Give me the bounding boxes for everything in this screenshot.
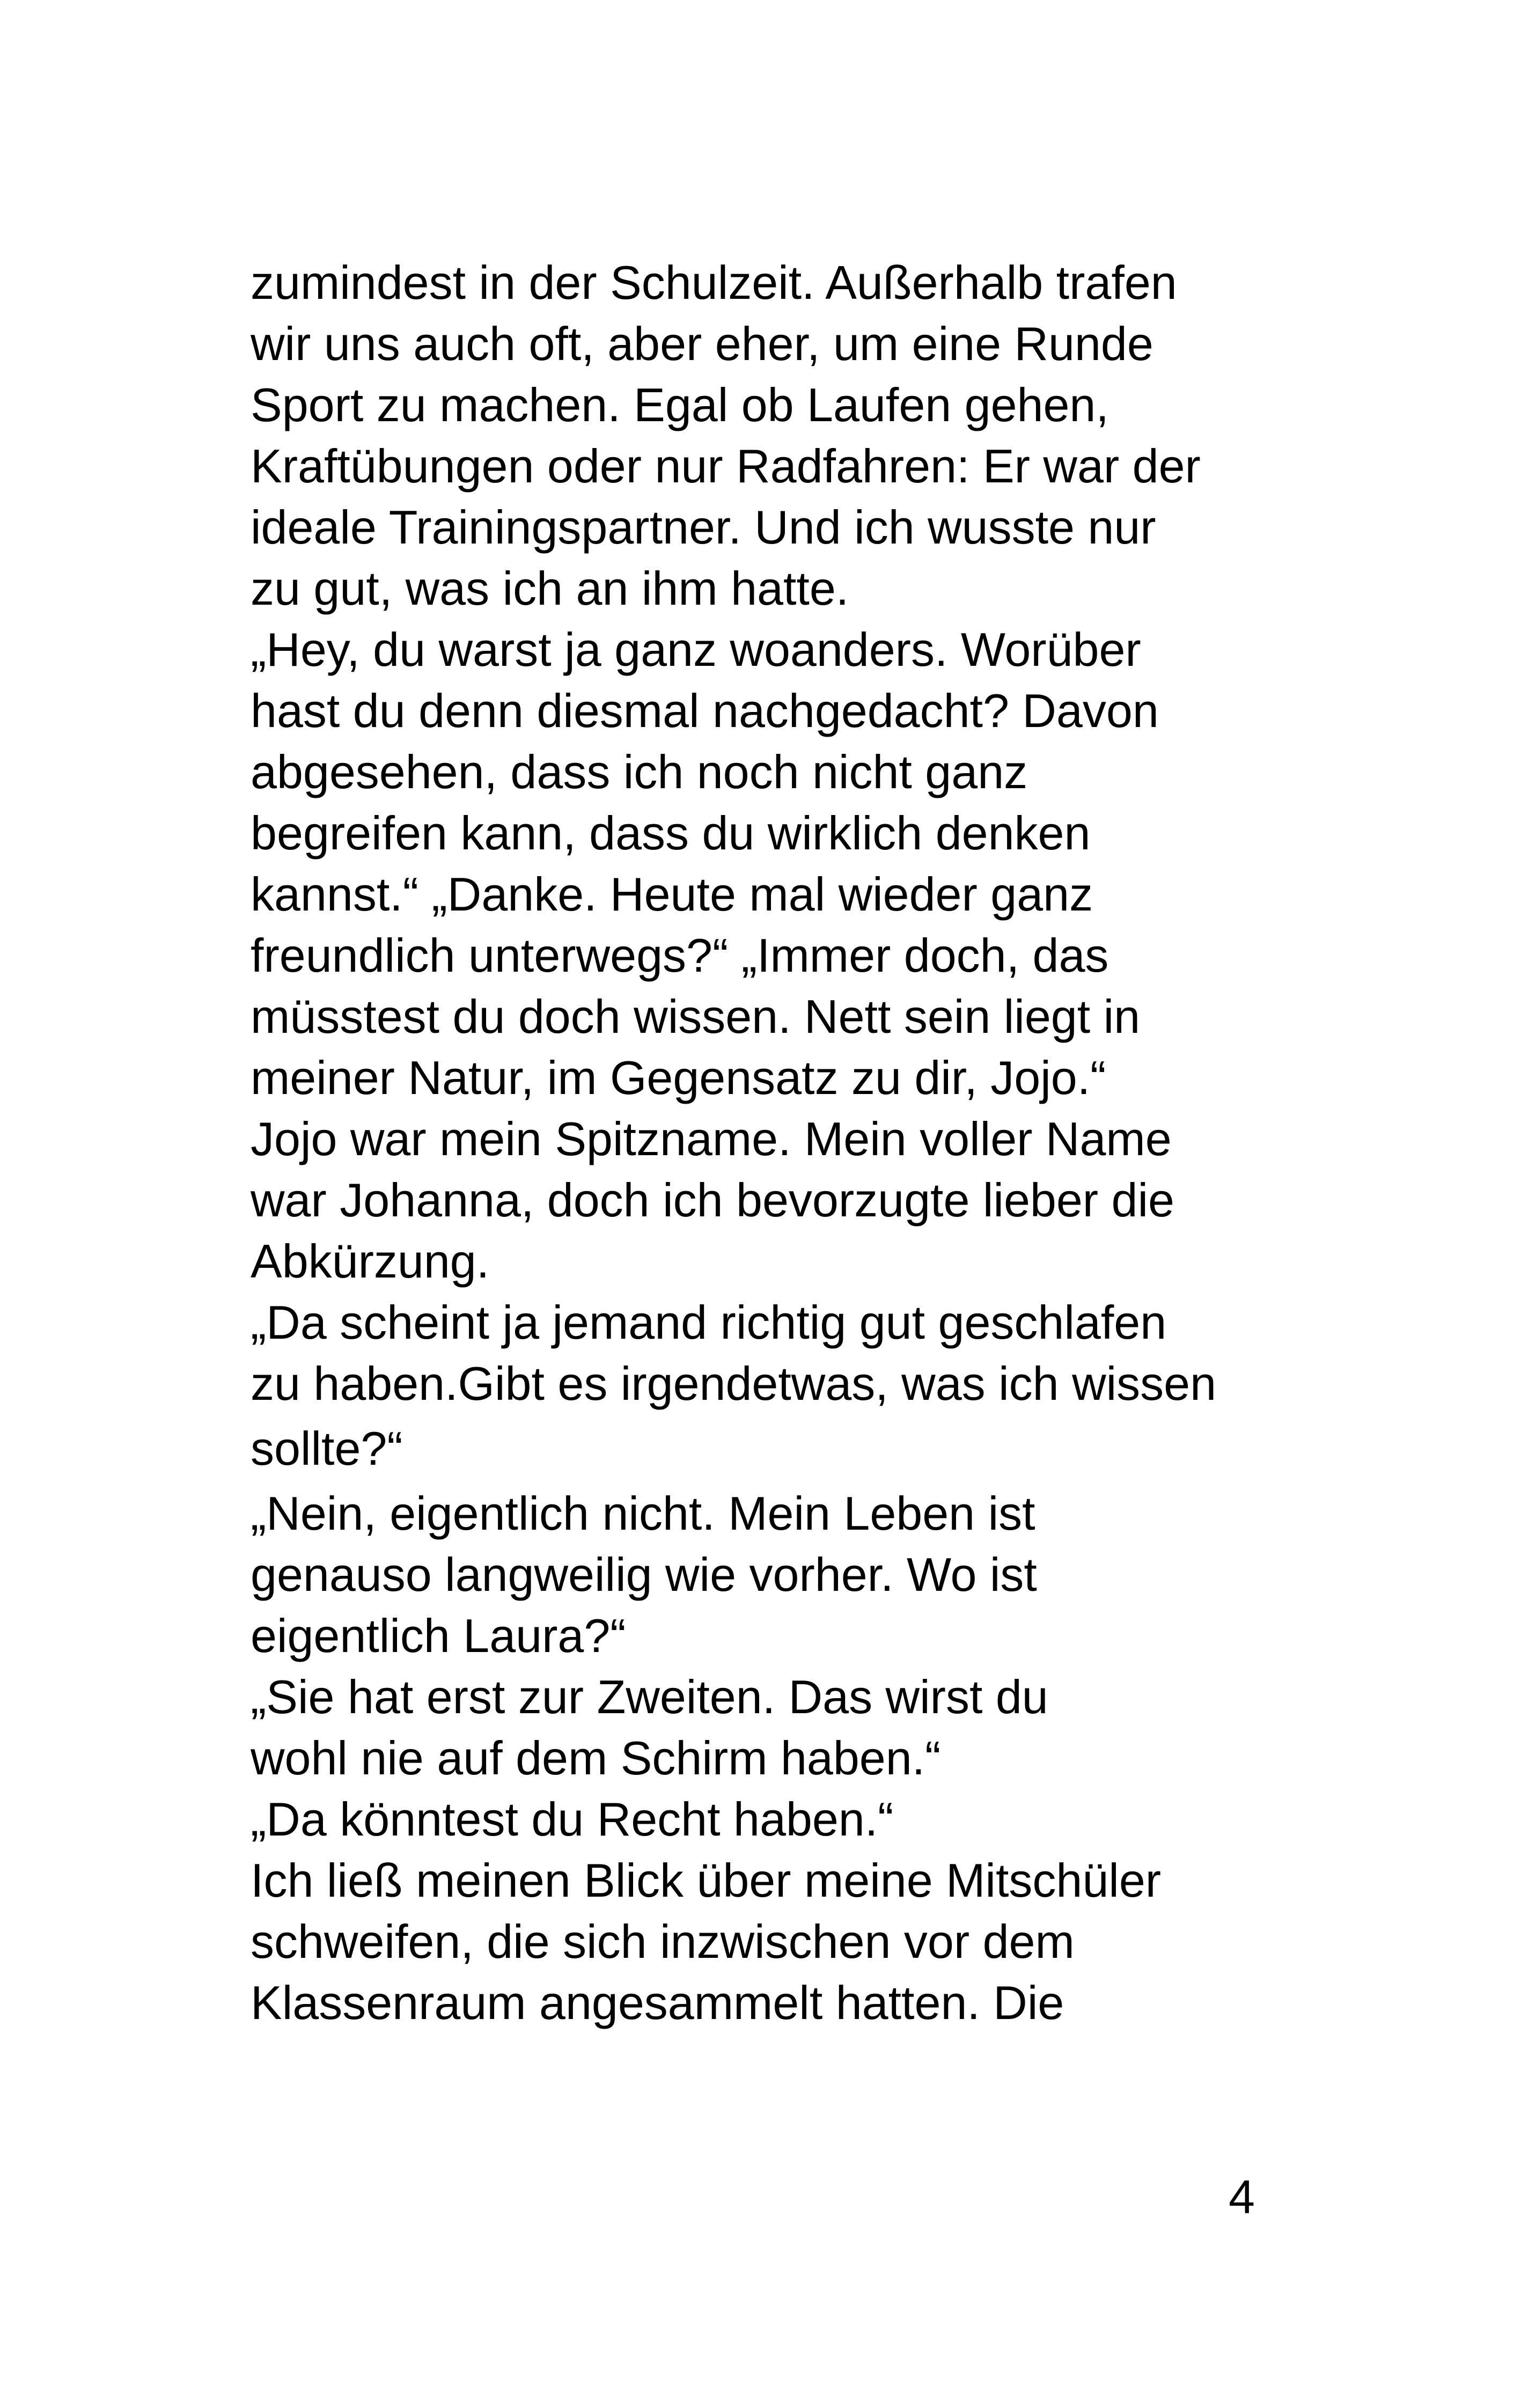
text-line: „Sie hat erst zur Zweiten. Das wirst du: [251, 1670, 1048, 1723]
text-line: Jojo war mein Spitzname. Mein voller Name: [251, 1112, 1172, 1165]
text-line: kannst.“ „Danke. Heute mal wieder ganz: [251, 868, 1093, 921]
text-line: hast du denn diesmal nachgedacht? Davon: [251, 684, 1159, 737]
text-line: war Johanna, doch ich bevorzugte lieber die: [251, 1173, 1174, 1227]
text-line: zu gut, was ich an ihm hatte.: [251, 562, 849, 615]
text-line: ideale Trainingspartner. Und ich wusste nur: [251, 501, 1156, 554]
text-line: freundlich unterwegs?“ „Immer doch, das: [251, 929, 1109, 982]
text-line: zu haben.Gibt es irgendetwas, was ich wissen: [251, 1357, 1217, 1410]
text-line: Sport zu machen. Egal ob Laufen gehen,: [251, 378, 1109, 431]
body-text: [251, 252, 1297, 2033]
text-line: Kraftübungen oder nur Radfahren: Er war der: [251, 439, 1201, 493]
text-line: begreifen kann, dass du wirklich denken: [251, 806, 1091, 860]
text-line: „Nein, eigentlich nicht. Mein Leben ist: [251, 1487, 1035, 1540]
text-line: Ich ließ meinen Blick über meine Mitschüler: [251, 1854, 1162, 1907]
text-line: müsstest du doch wissen. Nett sein liegt in: [251, 990, 1141, 1043]
text-line: abgesehen, dass ich noch nicht ganz: [251, 745, 1028, 798]
text-line: wohl nie auf dem Schirm haben.“: [251, 1731, 941, 1785]
page-number: 4: [1229, 2170, 1255, 2223]
text-line: Klassenraum angesammelt hatten. Die: [251, 1976, 1064, 2029]
text-line: sollte?“: [251, 1422, 403, 1475]
text-line: eigentlich Laura?“: [251, 1609, 626, 1662]
text-line: wir uns auch oft, aber eher, um eine Runde: [251, 317, 1153, 370]
text-line: „Hey, du warst ja ganz woanders. Worüber: [251, 623, 1141, 676]
text-line: „Da scheint ja jemand richtig gut geschlafen: [251, 1296, 1167, 1349]
text-line: zumindest in der Schulzeit. Außerhalb trafen: [251, 256, 1177, 309]
text-line: genauso langweilig wie vorher. Wo ist: [251, 1548, 1037, 1601]
text-line: schweifen, die sich inzwischen vor dem: [251, 1915, 1075, 1968]
text-line: Abkürzung.: [251, 1235, 490, 1288]
text-line: „Da könntest du Recht haben.“: [251, 1793, 894, 1846]
text-line: meiner Natur, im Gegensatz zu dir, Jojo.“: [251, 1051, 1106, 1104]
